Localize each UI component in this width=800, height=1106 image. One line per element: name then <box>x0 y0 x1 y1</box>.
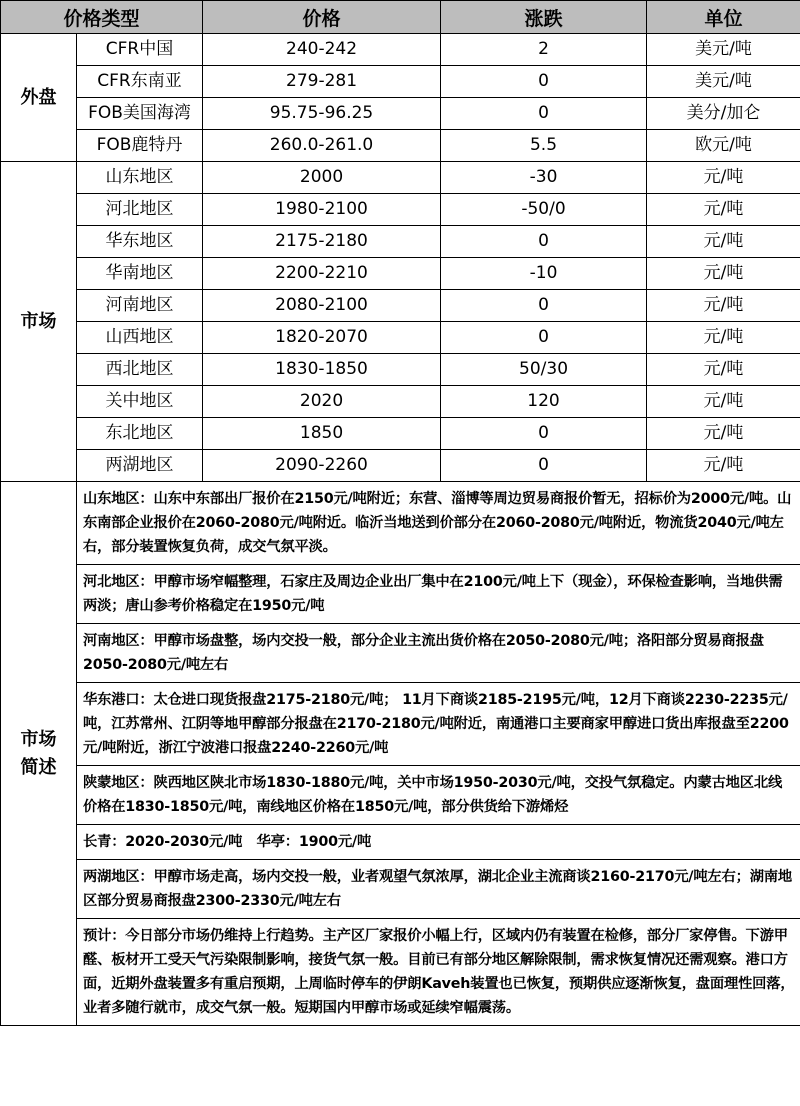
row-price: 1830-1850 <box>203 354 441 386</box>
row-price: 260.0-261.0 <box>203 130 441 162</box>
summary-paragraph: 山东地区：山东中东部出厂报价在2150元/吨附近；东营、淄博等周边贸易商报价暂无，招标价为2000元/吨。山东南部企业报价在2060-2080元/吨附近。临沂当地送到价部分在2060-2080元/吨附近，物流货2040元/吨左右，部分装置恢复负荷，成交气氛平淡。 <box>77 482 800 565</box>
row-price: 1850 <box>203 418 441 450</box>
summary-row <box>1 919 800 1026</box>
table-row <box>1 226 800 258</box>
table-row <box>1 418 800 450</box>
row-change: 0 <box>441 418 647 450</box>
row-price: 2000 <box>203 162 441 194</box>
row-name: CFR中国 <box>77 34 203 66</box>
row-unit: 元/吨 <box>647 162 800 194</box>
summary-paragraph: 华东港口：太仓进口现货报盘2175-2180元/吨； 11月下商谈2185-2195元/吨，12月下商谈2230-2235元/吨，江苏常州、江阴等地甲醇部分报盘在2170-2180元/吨附近，南通港口主要商家甲醇进口货出库报盘至2200元/吨附近，浙江宁波港口报盘2240-2260元/吨 <box>77 683 800 766</box>
row-price: 1980-2100 <box>203 194 441 226</box>
table-row <box>1 386 800 418</box>
row-name: 东北地区 <box>77 418 203 450</box>
table-row <box>1 354 800 386</box>
row-unit: 美元/吨 <box>647 34 800 66</box>
price-table-body <box>1 34 800 1026</box>
row-price: 240-242 <box>203 34 441 66</box>
row-name: 山东地区 <box>77 162 203 194</box>
row-unit: 美元/吨 <box>647 66 800 98</box>
row-change: 0 <box>441 290 647 322</box>
category-market-summary: 市场 简述 <box>1 482 77 1026</box>
row-price: 2020 <box>203 386 441 418</box>
row-price: 95.75-96.25 <box>203 98 441 130</box>
row-unit: 元/吨 <box>647 386 800 418</box>
row-name: FOB美国海湾 <box>77 98 203 130</box>
header-unit: 单位 <box>647 1 800 34</box>
table-row <box>1 66 800 98</box>
row-change: 5.5 <box>441 130 647 162</box>
row-change: 0 <box>441 66 647 98</box>
table-row <box>1 290 800 322</box>
table-row <box>1 98 800 130</box>
row-name: 两湖地区 <box>77 450 203 482</box>
row-unit: 元/吨 <box>647 194 800 226</box>
row-change: 0 <box>441 98 647 130</box>
row-change: -10 <box>441 258 647 290</box>
row-name: 河南地区 <box>77 290 203 322</box>
header-price-type: 价格类型 <box>1 1 203 34</box>
row-change: 0 <box>441 226 647 258</box>
summary-row <box>1 683 800 766</box>
table-row <box>1 130 800 162</box>
row-unit: 美分/加仑 <box>647 98 800 130</box>
row-change: -30 <box>441 162 647 194</box>
summary-row <box>1 766 800 825</box>
row-unit: 元/吨 <box>647 450 800 482</box>
row-name: 华南地区 <box>77 258 203 290</box>
row-price: 2200-2210 <box>203 258 441 290</box>
table-row <box>1 194 800 226</box>
row-change: 120 <box>441 386 647 418</box>
row-unit: 元/吨 <box>647 290 800 322</box>
summary-row <box>1 825 800 860</box>
row-unit: 元/吨 <box>647 354 800 386</box>
category-overseas: 外盘 <box>1 34 77 162</box>
summary-paragraph: 预计：今日部分市场仍维持上行趋势。主产区厂家报价小幅上行，区域内仍有装置在检修，部分厂家停售。下游甲醛、板材开工受天气污染限制影响，接货气氛一般。目前已有部分地区解除限制，需求恢复情况还需观察。港口方面，近期外盘装置多有重启预期，上周临时停车的伊朗Kaveh装置也已恢复，预期供应逐渐恢复，盘面理性回落，业者多随行就市，成交气氛一般。短期国内甲醇市场或延续窄幅震荡。 <box>77 919 800 1026</box>
row-name: 山西地区 <box>77 322 203 354</box>
table-row <box>1 258 800 290</box>
row-change: 0 <box>441 322 647 354</box>
summary-paragraph: 河北地区：甲醇市场窄幅整理，石家庄及周边企业出厂集中在2100元/吨上下（现金），环保检查影响，当地供需两淡；唐山参考价格稳定在1950元/吨 <box>77 565 800 624</box>
row-price: 279-281 <box>203 66 441 98</box>
table-row <box>1 34 800 66</box>
row-price: 2080-2100 <box>203 290 441 322</box>
summary-paragraph: 长青：2020-2030元/吨 华亭：1900元/吨 <box>77 825 800 860</box>
row-name: FOB鹿特丹 <box>77 130 203 162</box>
category-market: 市场 <box>1 162 77 482</box>
row-name: 华东地区 <box>77 226 203 258</box>
row-price: 2175-2180 <box>203 226 441 258</box>
summary-row <box>1 860 800 919</box>
table-row <box>1 322 800 354</box>
row-change: 50/30 <box>441 354 647 386</box>
summary-row <box>1 624 800 683</box>
row-name: 西北地区 <box>77 354 203 386</box>
row-change: 2 <box>441 34 647 66</box>
row-unit: 元/吨 <box>647 258 800 290</box>
row-change: -50/0 <box>441 194 647 226</box>
table-row <box>1 162 800 194</box>
row-name: 关中地区 <box>77 386 203 418</box>
header-change: 涨跌 <box>441 1 647 34</box>
summary-paragraph: 两湖地区：甲醇市场走高，场内交投一般，业者观望气氛浓厚，湖北企业主流商谈2160-2170元/吨左右；湖南地区部分贸易商报盘2300-2330元/吨左右 <box>77 860 800 919</box>
summary-paragraph: 河南地区：甲醇市场盘整，场内交投一般，部分企业主流出货价格在2050-2080元/吨；洛阳部分贸易商报盘2050-2080元/吨左右 <box>77 624 800 683</box>
row-name: CFR东南亚 <box>77 66 203 98</box>
header-row <box>1 1 800 34</box>
table-row <box>1 450 800 482</box>
row-name: 河北地区 <box>77 194 203 226</box>
summary-row <box>1 482 800 565</box>
summary-row <box>1 565 800 624</box>
row-price: 1820-2070 <box>203 322 441 354</box>
row-unit: 欧元/吨 <box>647 130 800 162</box>
row-unit: 元/吨 <box>647 226 800 258</box>
row-change: 0 <box>441 450 647 482</box>
row-unit: 元/吨 <box>647 322 800 354</box>
header-price: 价格 <box>203 1 441 34</box>
row-unit: 元/吨 <box>647 418 800 450</box>
summary-paragraph: 陕蒙地区：陕西地区陕北市场1830-1880元/吨，关中市场1950-2030元/吨，交投气氛稳定。内蒙古地区北线价格在1830-1850元/吨，南线地区价格在1850元/吨，部分供货给下游烯烃 <box>77 766 800 825</box>
row-price: 2090-2260 <box>203 450 441 482</box>
